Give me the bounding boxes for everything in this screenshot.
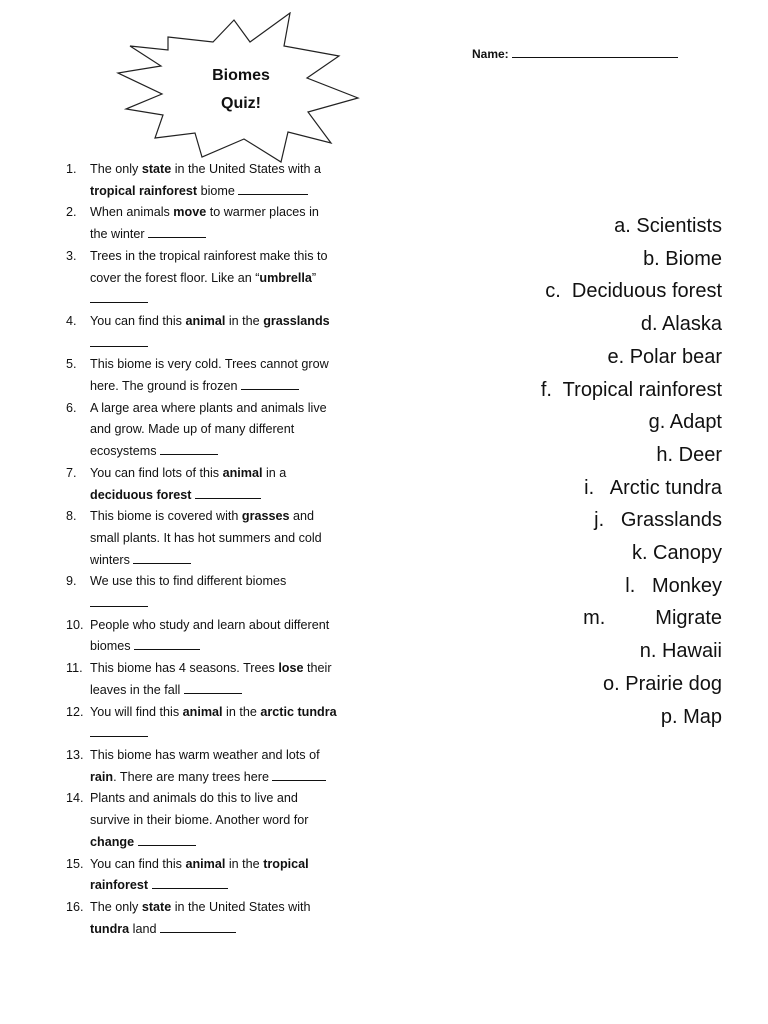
question-line: [90, 224, 366, 246]
question-line: [90, 832, 366, 854]
question-line: [90, 311, 366, 333]
answer-option: c. Deciduous forest: [545, 280, 722, 303]
question-keyword: change: [90, 834, 135, 849]
answer-blank-line: [184, 681, 242, 694]
question-line: [90, 202, 366, 224]
question-text: in the: [222, 704, 261, 719]
question-keyword: grasses: [241, 509, 290, 524]
answer-blank-line: [134, 637, 200, 650]
question-line: [90, 745, 366, 767]
answer-blank-line: [90, 290, 148, 303]
question-line: [90, 376, 366, 398]
quiz-title-line-2: Quiz!: [221, 95, 261, 112]
question-line: [90, 441, 366, 463]
question-number: 16.: [66, 899, 84, 914]
question-number: 11.: [66, 661, 83, 676]
question-item: [66, 506, 366, 571]
question-text: biomes: [90, 639, 135, 654]
answer-blank-line: [90, 594, 148, 607]
question-item: [66, 702, 366, 745]
question-text: This biome is covered with: [90, 509, 242, 524]
answer-option: a. Scientists: [614, 215, 722, 237]
answer-blank-line: [241, 377, 299, 390]
answer-option: k. Canopy: [631, 542, 722, 565]
question-keyword: tundra: [90, 921, 130, 936]
question-number: 10.: [66, 617, 84, 632]
question-text: land: [129, 921, 160, 936]
answer-option: n. Hawaii: [639, 640, 722, 663]
question-text: When animals: [90, 205, 174, 220]
answer-option: d. Alaska: [640, 313, 722, 336]
question-keyword: move: [173, 205, 207, 220]
answer-blank-line: [148, 225, 206, 238]
title-starburst: [116, 12, 366, 164]
question-text: winters: [90, 552, 134, 567]
question-line: [90, 181, 366, 203]
question-text: The only: [90, 162, 142, 176]
question-number: 8.: [66, 509, 77, 524]
question-number: 7.: [66, 465, 77, 480]
question-text: Plants and animals do this to live and: [90, 791, 298, 806]
name-field: [472, 47, 678, 61]
answer-blank-line: [138, 833, 196, 846]
question-text: leaves in the fall: [90, 682, 184, 697]
question-line: [90, 506, 366, 528]
question-number: 3.: [66, 248, 77, 263]
question-line: [90, 333, 366, 355]
question-line: [90, 463, 366, 485]
question-number: 5.: [66, 357, 77, 372]
question-keyword: animal: [185, 856, 226, 871]
question-text: This biome has warm weather and lots of: [90, 747, 320, 762]
question-number: 15.: [66, 856, 84, 871]
question-text: . There are many trees here: [113, 769, 273, 784]
question-text: This biome is very cold. Trees cannot grow: [90, 357, 329, 372]
answer-option: g. Adapt: [648, 411, 722, 434]
question-keyword: rainforest: [90, 878, 149, 893]
question-keyword: deciduous forest: [90, 487, 192, 502]
question-number: 14.: [66, 791, 84, 806]
question-line: [90, 723, 366, 745]
answer-option: h. Deer: [656, 443, 722, 466]
question-text: ”: [311, 270, 317, 285]
answer-option: e. Polar bear: [607, 345, 722, 368]
question-keyword: grasslands: [263, 313, 330, 328]
question-text: A large area where plants and animals live: [90, 400, 327, 415]
question-item: [66, 788, 366, 853]
question-text: The only: [90, 899, 142, 914]
question-line: [90, 788, 366, 810]
question-text: Trees in the tropical rainforest make this to: [90, 248, 328, 263]
question-number: 4.: [66, 313, 77, 328]
question-line: [90, 658, 366, 680]
answer-option: b. Biome: [643, 247, 722, 270]
question-text: the winter: [90, 227, 149, 242]
question-line: [90, 528, 366, 550]
answer-blank-line: [160, 920, 236, 933]
question-line: [90, 268, 366, 290]
answer-option: i. Arctic tundra: [584, 476, 722, 499]
answer-blank-line: [90, 334, 148, 347]
question-keyword: animal: [182, 704, 223, 719]
question-line: [90, 159, 366, 181]
question-text: cover the forest floor. Like an “: [90, 270, 260, 285]
question-text: This biome has 4 seasons. Trees: [90, 661, 279, 676]
question-item: [66, 658, 366, 701]
question-item: [66, 745, 366, 788]
question-line: [90, 354, 366, 376]
question-keyword: state: [141, 162, 172, 176]
answer-option: f. Tropical rainforest: [540, 378, 722, 401]
question-text: in a: [262, 465, 287, 480]
answer-bank: [462, 210, 722, 733]
question-number: 2.: [66, 205, 77, 220]
question-text: You can find this: [90, 313, 186, 328]
name-label: Name:: [472, 47, 509, 61]
question-line: [90, 615, 366, 637]
question-item: [66, 571, 366, 614]
name-blank-line: [512, 47, 678, 58]
question-item: [66, 311, 366, 354]
question-keyword: rain: [90, 769, 114, 784]
question-line: [90, 593, 366, 615]
question-line: [90, 571, 366, 593]
question-text: and: [289, 509, 315, 524]
question-line: [90, 680, 366, 702]
question-keyword: arctic tundra: [260, 704, 337, 719]
question-text: ecosystems: [90, 444, 160, 459]
question-list: [66, 159, 366, 940]
question-keyword: animal: [185, 313, 226, 328]
question-keyword: umbrella: [259, 270, 312, 285]
answer-option: l. Monkey: [625, 574, 722, 597]
answer-blank-line: [160, 442, 218, 455]
question-item: [66, 159, 366, 202]
question-text: in the United States with a: [171, 162, 322, 176]
question-number: 6.: [66, 400, 77, 415]
question-line: [90, 246, 366, 268]
answer-blank-line: [238, 182, 308, 195]
question-text: We use this to find different biomes: [90, 574, 287, 589]
question-text: their: [303, 661, 332, 676]
answer-blank-line: [133, 551, 191, 564]
answer-blank-line: [272, 768, 326, 781]
answer-option: j. Grasslands: [594, 509, 722, 532]
question-keyword: animal: [222, 465, 263, 480]
question-line: [90, 636, 366, 658]
question-text: biome: [197, 183, 239, 198]
quiz-title-line-1: Biomes: [212, 67, 270, 84]
question-item: [66, 897, 366, 940]
answer-option: o. Prairie dog: [603, 672, 722, 695]
question-text: small plants. It has hot summers and cold: [90, 530, 322, 545]
question-line: [90, 485, 366, 507]
answer-blank-line: [90, 724, 148, 737]
question-text: You can find lots of this: [90, 465, 223, 480]
question-number: 1.: [66, 162, 77, 176]
question-keyword: tropical: [263, 856, 309, 871]
question-item: [66, 202, 366, 245]
question-line: [90, 854, 366, 876]
question-text: here. The ground is frozen: [90, 379, 241, 394]
question-text: You will find this: [90, 704, 183, 719]
question-line: [90, 419, 366, 441]
answer-blank-line: [152, 876, 228, 889]
question-text: You can find this: [90, 856, 186, 871]
question-item: [66, 854, 366, 897]
question-line: [90, 897, 366, 919]
question-line: [90, 702, 366, 724]
question-text: People who study and learn about different: [90, 617, 330, 632]
question-item: [66, 398, 366, 463]
question-item: [66, 463, 366, 506]
question-text: to warmer places in: [206, 205, 319, 220]
question-line: [90, 289, 366, 311]
answer-blank-line: [195, 486, 261, 499]
question-number: 13.: [66, 747, 84, 762]
question-number: 9.: [66, 574, 77, 589]
question-item: [66, 246, 366, 311]
question-line: [90, 810, 366, 832]
quiz-title: [116, 62, 366, 118]
question-item: [66, 354, 366, 397]
question-text: in the United States with: [171, 899, 311, 914]
question-line: [90, 875, 366, 897]
question-item: [66, 615, 366, 658]
question-keyword: lose: [278, 661, 304, 676]
answer-option: m. Migrate: [583, 607, 722, 630]
question-line: [90, 398, 366, 420]
question-line: [90, 767, 366, 789]
question-line: [90, 919, 366, 941]
question-line: [90, 550, 366, 572]
question-text: in the: [225, 856, 264, 871]
question-number: 12.: [66, 704, 84, 719]
answer-option: p. Map: [660, 705, 722, 728]
question-keyword: tropical rainforest: [90, 183, 198, 198]
question-text: and grow. Made up of many different: [90, 422, 295, 437]
question-text: survive in their biome. Another word for: [90, 813, 309, 828]
question-keyword: state: [141, 899, 172, 914]
question-text: in the: [225, 313, 264, 328]
